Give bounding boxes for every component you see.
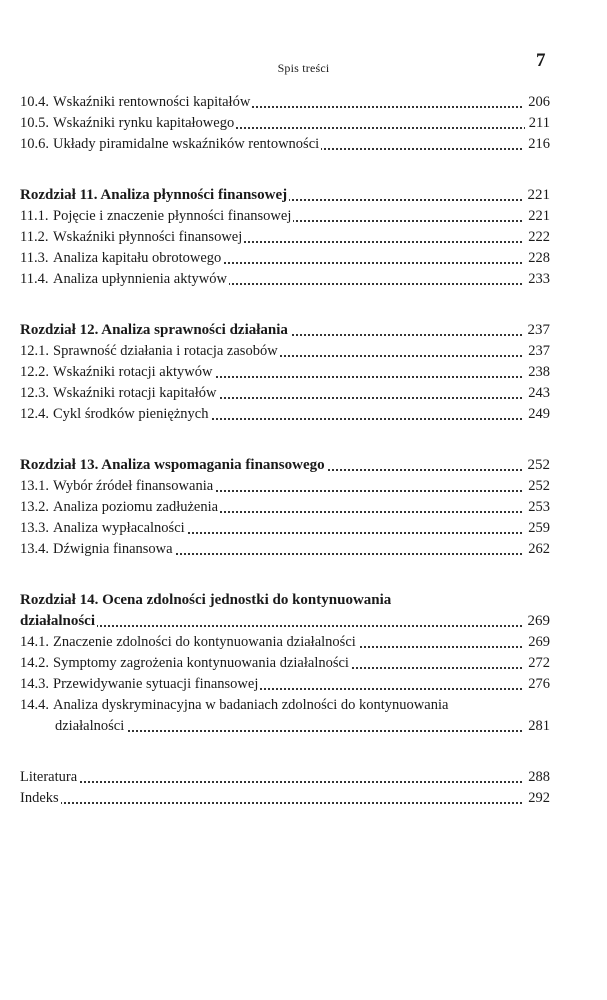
entry-number: 11.4. bbox=[20, 271, 49, 287]
toc-entry bbox=[20, 134, 550, 155]
entry-number: 14.3. bbox=[20, 676, 49, 692]
entry-page: 237 bbox=[524, 341, 550, 362]
entry-number: 14.1. bbox=[20, 634, 49, 650]
toc-entry bbox=[20, 341, 550, 362]
entry-title: Wybór źródeł finansowania bbox=[53, 478, 214, 494]
chapter-page: 269 bbox=[524, 611, 551, 632]
entry-number: 13.1. bbox=[20, 478, 49, 494]
entry-page: 252 bbox=[524, 476, 550, 497]
leader-dots bbox=[20, 802, 526, 804]
entry-title: Analiza kapitału obrotowego bbox=[53, 250, 222, 266]
entry-title: Wskaźniki rotacji aktywów bbox=[53, 364, 213, 380]
entry-title-line-2: działalności bbox=[55, 718, 125, 734]
toc-entry bbox=[20, 206, 550, 227]
entry-page: 262 bbox=[524, 539, 550, 560]
toc-entry bbox=[20, 362, 550, 383]
entry-page: 216 bbox=[524, 134, 550, 155]
toc-entry bbox=[20, 518, 550, 539]
entry-title: Analiza wypłacalności bbox=[53, 520, 185, 536]
entry-page: 222 bbox=[524, 227, 550, 248]
toc-entry bbox=[20, 113, 550, 134]
chapter-title: Rozdział 12. Analiza sprawności działania bbox=[20, 322, 288, 338]
entry-number: 10.4. bbox=[20, 94, 49, 110]
entry-number: 12.2. bbox=[20, 364, 49, 380]
toc-entry bbox=[20, 632, 550, 653]
page-number: 7 bbox=[536, 50, 546, 71]
toc-entry-indeks bbox=[20, 788, 550, 809]
chapter-title-line-2: działalności bbox=[20, 613, 96, 629]
toc-entry bbox=[20, 227, 550, 248]
entry-page: 259 bbox=[524, 518, 550, 539]
toc-entry bbox=[20, 248, 550, 269]
entry-title: Symptomy zagrożenia kontynuowania działalności bbox=[53, 655, 349, 671]
entry-number: 11.1. bbox=[20, 208, 49, 224]
entry-page: 272 bbox=[524, 653, 550, 674]
toc-entry bbox=[20, 92, 550, 113]
entry-page: 276 bbox=[524, 674, 550, 695]
entry-page: 221 bbox=[524, 206, 550, 227]
entry-number: 11.2. bbox=[20, 229, 49, 245]
entry-page: 292 bbox=[524, 788, 550, 809]
entry-title: Wskaźniki rotacji kapitałów bbox=[53, 385, 217, 401]
toc-chapter-14 bbox=[20, 611, 550, 632]
entry-title: Układy piramidalne wskaźników rentowności bbox=[53, 136, 320, 152]
entry-title: Przewidywanie sytuacji finansowej bbox=[53, 676, 259, 692]
entry-title: Wskaźniki rentowności kapitałów bbox=[53, 94, 251, 110]
entry-title-line-1: Analiza dyskryminacyjna w badaniach zdolności do kontynuowania bbox=[53, 697, 449, 713]
toc-chapter-11 bbox=[20, 185, 550, 206]
entry-title: Literatura bbox=[20, 769, 78, 785]
chapter-page: 252 bbox=[524, 455, 551, 476]
entry-page: 288 bbox=[524, 767, 550, 788]
toc-entry bbox=[20, 383, 550, 404]
toc-entry bbox=[20, 497, 550, 518]
entry-page: 228 bbox=[524, 248, 550, 269]
entry-page: 211 bbox=[525, 113, 550, 134]
toc-entry-continuation bbox=[20, 716, 550, 737]
entry-page: 281 bbox=[524, 716, 550, 737]
entry-title: Analiza upłynnienia aktywów bbox=[53, 271, 227, 287]
entry-number: 13.2. bbox=[20, 499, 49, 515]
chapter-title: Rozdział 11. Analiza płynności finansowej bbox=[20, 187, 288, 203]
entry-number: 14.4. bbox=[20, 697, 49, 713]
toc-entry bbox=[20, 539, 550, 560]
entry-number: 13.4. bbox=[20, 541, 49, 557]
entry-number: 12.1. bbox=[20, 343, 49, 359]
entry-title: Cykl środków pieniężnych bbox=[53, 406, 209, 422]
entry-title: Znaczenie zdolności do kontynuowania działalności bbox=[53, 634, 356, 650]
entry-title: Pojęcie i znaczenie płynności finansowej bbox=[53, 208, 292, 224]
toc-entry bbox=[20, 476, 550, 497]
entry-number: 10.6. bbox=[20, 136, 49, 152]
chapter-title: Rozdział 13. Analiza wspomagania finansowego bbox=[20, 457, 325, 473]
toc-chapter-12 bbox=[20, 320, 550, 341]
entry-title: Dźwignia finansowa bbox=[53, 541, 173, 557]
toc-entry bbox=[20, 404, 550, 425]
chapter-page: 237 bbox=[524, 320, 551, 341]
entry-number: 11.3. bbox=[20, 250, 49, 266]
toc-chapter-13 bbox=[20, 455, 550, 476]
chapter-page: 221 bbox=[524, 185, 551, 206]
entry-page: 243 bbox=[524, 383, 550, 404]
chapter-title-line-1: Rozdział 14. Ocena zdolności jednostki do kontynuowania bbox=[20, 592, 392, 608]
leader-dots bbox=[20, 781, 526, 783]
entry-page: 249 bbox=[524, 404, 550, 425]
entry-number: 12.3. bbox=[20, 385, 49, 401]
entry-number: 12.4. bbox=[20, 406, 49, 422]
entry-number: 13.3. bbox=[20, 520, 49, 536]
entry-page: 269 bbox=[524, 632, 550, 653]
toc-entry bbox=[20, 674, 550, 695]
entry-page: 206 bbox=[524, 92, 550, 113]
table-of-contents bbox=[20, 92, 550, 809]
entry-page: 253 bbox=[524, 497, 550, 518]
entry-number: 10.5. bbox=[20, 115, 49, 131]
entry-title: Analiza poziomu zadłużenia bbox=[53, 499, 219, 515]
entry-title: Indeks bbox=[20, 790, 59, 806]
toc-entry bbox=[20, 269, 550, 290]
entry-title: Wskaźniki rynku kapitałowego bbox=[53, 115, 235, 131]
entry-title: Sprawność działania i rotacja zasobów bbox=[53, 343, 278, 359]
entry-page: 238 bbox=[524, 362, 550, 383]
running-header: Spis treści bbox=[277, 61, 330, 75]
entry-title: Wskaźniki płynności finansowej bbox=[53, 229, 243, 245]
entry-number: 14.2. bbox=[20, 655, 49, 671]
toc-entry-multiline bbox=[20, 695, 526, 716]
toc-entry bbox=[20, 653, 550, 674]
entry-page: 233 bbox=[524, 269, 550, 290]
toc-entry-literatura bbox=[20, 767, 550, 788]
